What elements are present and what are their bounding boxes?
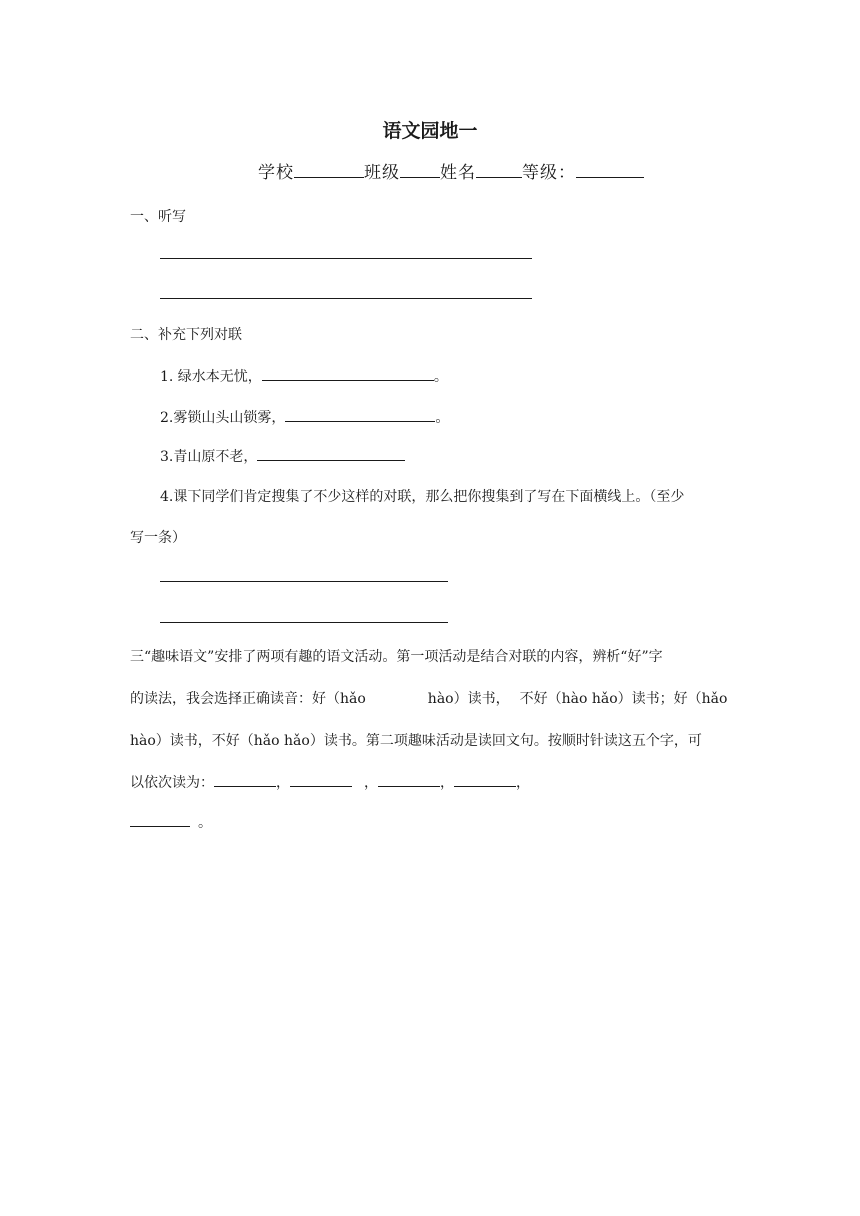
name-label: 姓名 (440, 163, 476, 183)
student-info-line (258, 158, 644, 183)
class-blank[interactable] (400, 159, 440, 178)
section2-heading: 二、补充下列对联 (130, 327, 242, 343)
couplet-question-4-line2: 写一条） (130, 530, 186, 546)
couplet-answer-line-1[interactable] (160, 581, 448, 582)
class-label: 班级 (364, 163, 400, 183)
section3-line5: 。 (130, 812, 212, 832)
section3-line2: 的读法，我会选择正确读音：好（hǎo hào）读书， 不好（hào hǎo）读书；好（hǎo (130, 691, 728, 707)
grade-blank[interactable] (576, 159, 644, 178)
school-blank[interactable] (294, 159, 364, 178)
couplet-question-2: 2.雾锁山头山锁雾， 。 (160, 407, 449, 427)
grade-label: 等级： (522, 163, 576, 183)
palindrome-blank-1[interactable] (214, 772, 276, 787)
couplet-blank-3[interactable] (257, 446, 405, 461)
couplet-blank-2[interactable] (285, 407, 435, 422)
couplet-question-4-line1: 4.课下同学们肯定搜集了不少这样的对联，那么把你搜集到了写在下面横线上。（至少 (160, 489, 685, 505)
school-label: 学校 (258, 163, 294, 183)
section3-line1: 三“趣味语文”安排了两项有趣的语文活动。第一项活动是结合对联的内容，辨析“好”字 (130, 649, 663, 665)
couplet-question-1: 1. 绿水本无忧， 。 (160, 366, 448, 386)
page-title: 语文园地一 (382, 120, 478, 142)
palindrome-blank-5[interactable] (130, 812, 190, 827)
couplet-answer-line-2[interactable] (160, 622, 448, 623)
dictation-line-1[interactable] (160, 258, 532, 259)
name-blank[interactable] (476, 159, 522, 178)
section3-line4: 以依次读为： ， ， ， ， (130, 772, 530, 792)
palindrome-blank-2[interactable] (290, 772, 352, 787)
couplet-question-3: 3.青山原不老， (160, 446, 405, 466)
palindrome-blank-4[interactable] (454, 772, 516, 787)
palindrome-blank-3[interactable] (378, 772, 440, 787)
couplet-blank-1[interactable] (262, 366, 434, 381)
section3-line3: hào）读书，不好（hǎo hǎo）读书。第二项趣味活动是读回文句。按顺时针读这五个字，可 (130, 733, 702, 749)
section1-heading: 一、听写 (130, 209, 186, 225)
dictation-line-2[interactable] (160, 298, 532, 299)
